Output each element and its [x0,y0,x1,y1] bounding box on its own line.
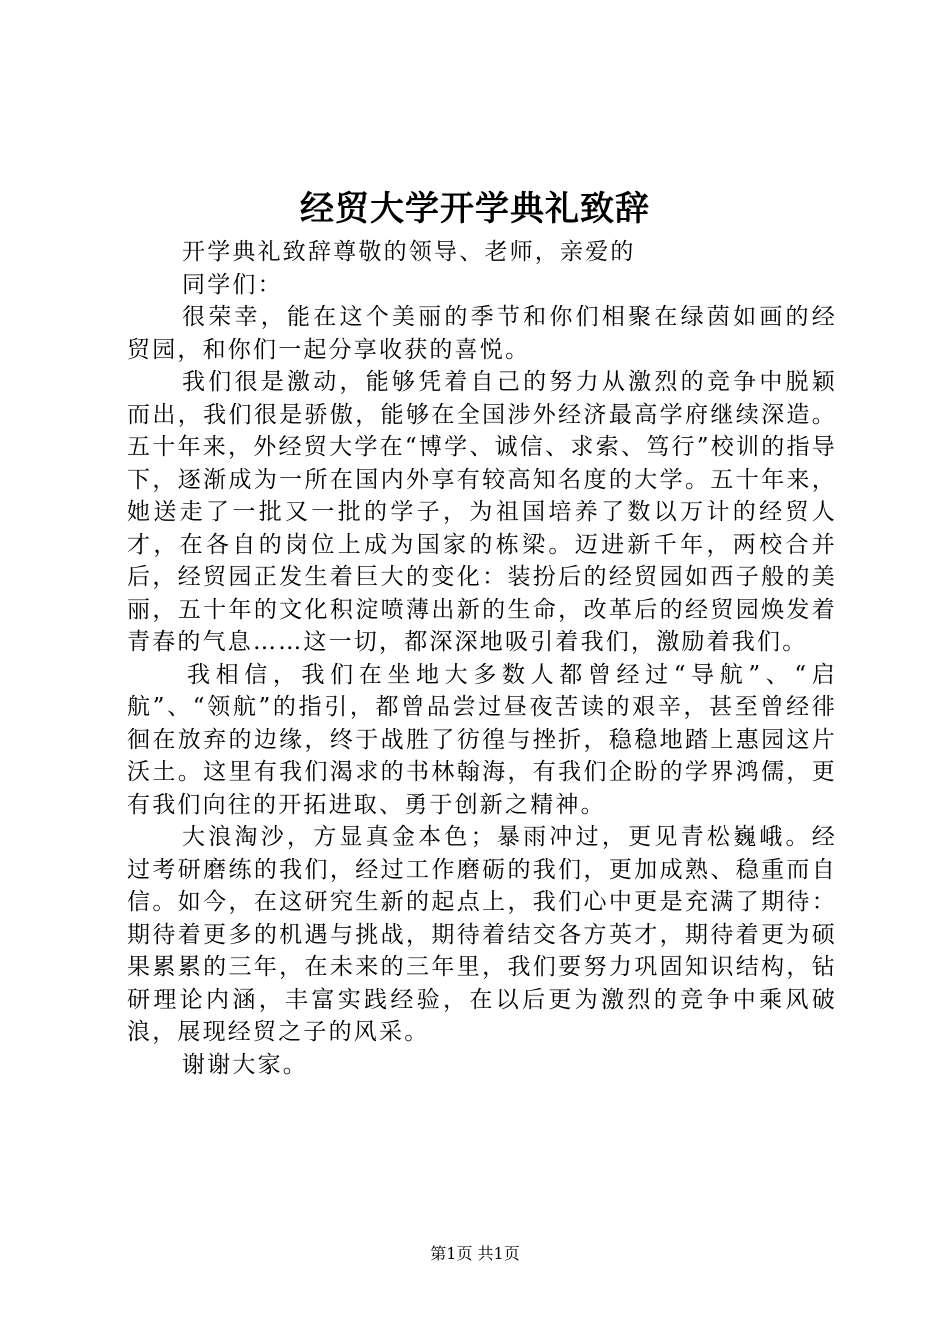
opening-line: 开学典礼致辞尊敬的领导、老师，亲爱的 [182,239,636,265]
body-paragraph: 很荣幸，能在这个美丽的季节和你们相聚在绿茵如画的经贸园，和你们一起分享收获的喜悦。 [127,304,837,363]
page-footer: 第1页 共1页 [430,1244,520,1263]
document-title: 经贸大学开学典礼致辞 [300,189,650,229]
body-paragraph: 我们很是激动，能够凭着自己的努力从激烈的竞争中脱颖而出，我们很是骄傲，能够在全国涉外经济最高学府继续深造。五十年来，外经贸大学在“博学、诚信、求索、笃行”校训的指导下，逐渐成为一所在国内外享有较高知名度的大学。五十年来，她送走了一批又一批的学子，为祖国培养了数以万计的经贸人才，在各自的岗位上成为国家的栋梁。迈进新千年，两校合并后，经贸园正发生着巨大的变化：装扮后的经贸园如西子般的美丽，五十年的文化积淀喷薄出新的生命，改革后的经贸园焕发着青春的气息……这一切，都深深地吸引着我们，激励着我们。 [127,369,837,655]
salutation: 同学们： [182,271,283,298]
document-body [127,236,837,1081]
body-paragraph: 大浪淘沙，方显真金本色；暴雨冲过，更见青松巍峨。经过考研磨练的我们，经过工作磨砺的我们，更加成熟、稳重而自信。如今，在这研究生新的起点上，我们心中更是充满了期待：期待着更多的机遇与挑战，期待着结交各方英才，期待着更为硕果累累的三年，在未来的三年里，我们要努力巩固知识结构，钻研理论内涵，丰富实践经验，在以后更为激烈的竞争中乘风破浪，展现经贸之子的风采。 [127,824,837,1045]
closing-line: 谢谢大家。 [182,1051,308,1078]
body-paragraph: 我相信，我们在坐地大多数人都曾经过“导航”、“启航”、“领航”的指引，都曾品尝过昼夜苦读的艰辛，甚至曾经徘徊在放弃的边缘，终于战胜了彷徨与挫折，稳稳地踏上惠园这片沃土。这里有我们渴求的书林翰海，有我们企盼的学界鸿儒，更有我们向往的开拓进取、勇于创新之精神。 [127,661,837,818]
